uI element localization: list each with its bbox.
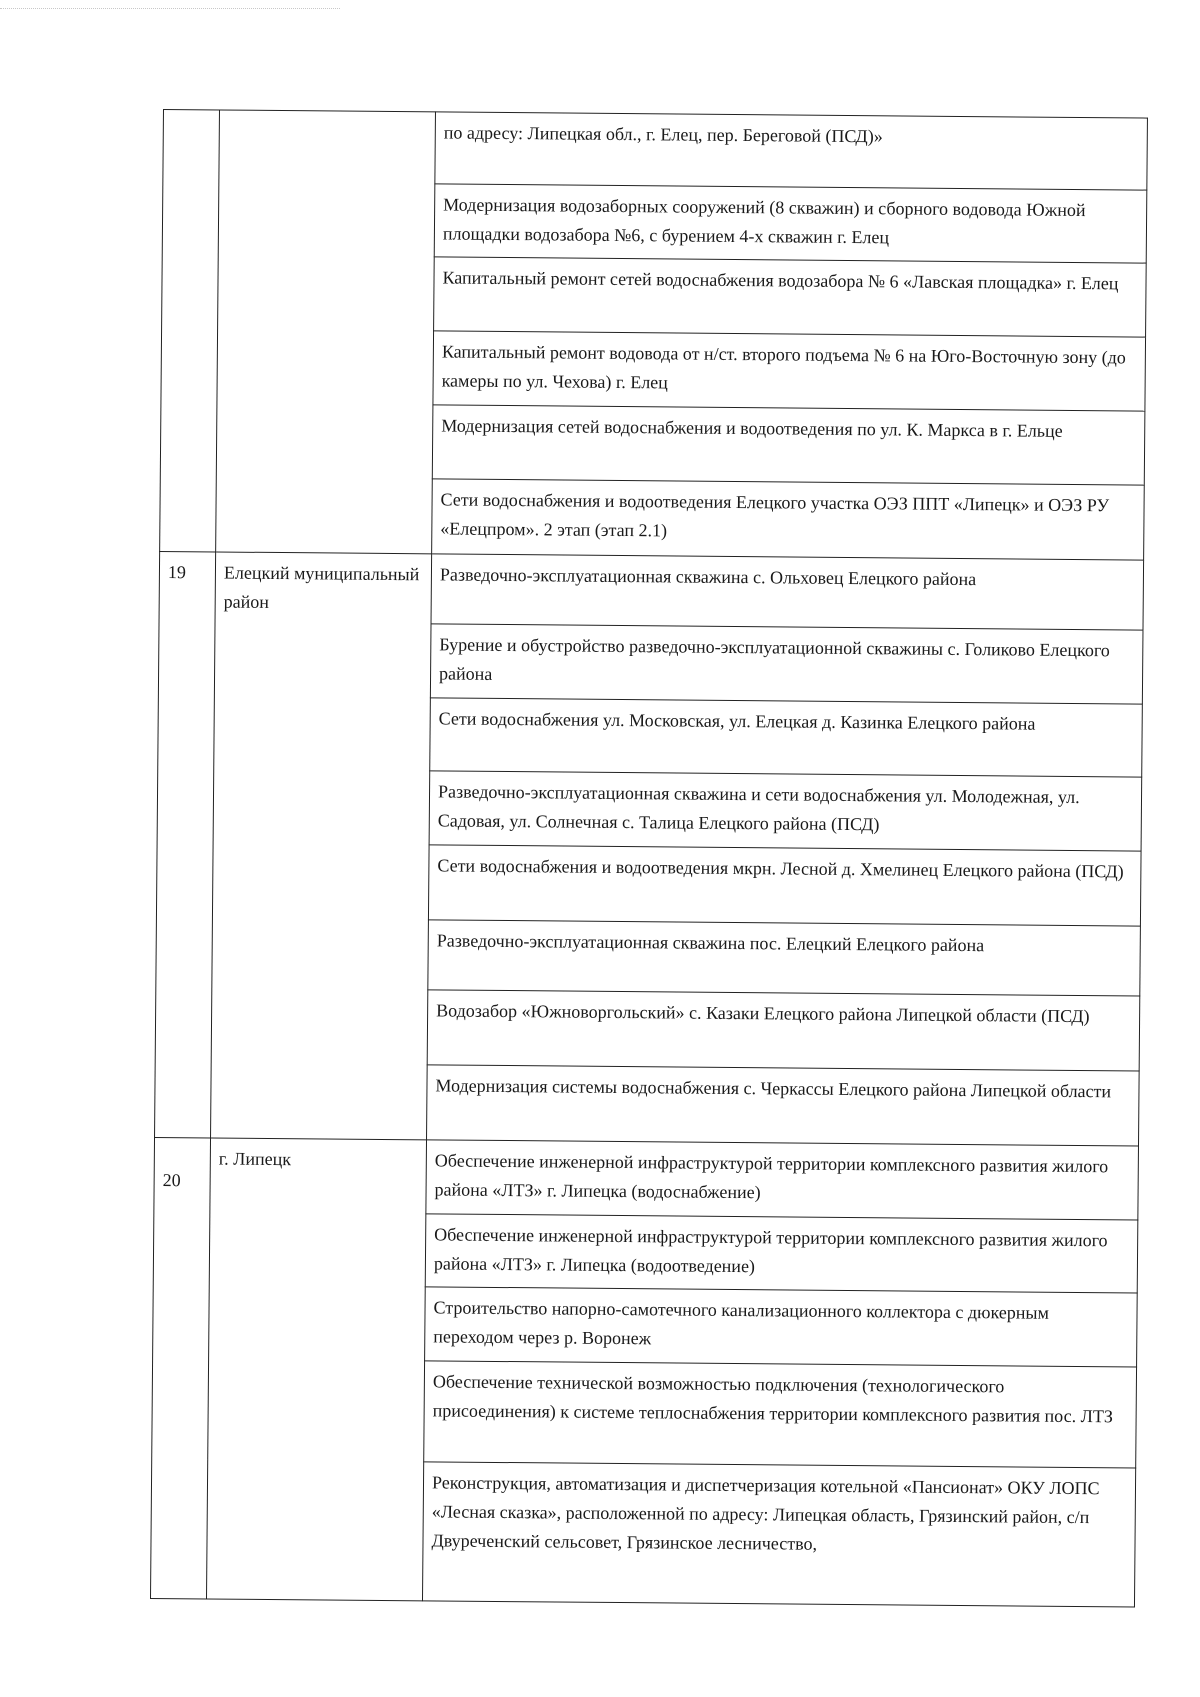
- object-text: Сети водоснабжения и водоотведения мкрн. Лесной д. Хмелинец Елецкого района (ПСД): [437, 855, 1124, 882]
- object-cell: [432, 479, 1145, 560]
- district-cell: Елецкий муниципальный район: [211, 552, 432, 1140]
- row-number: 20: [162, 1169, 181, 1191]
- object-cell: [428, 919, 1141, 996]
- object-text: Сети водоснабжения ул. Московская, ул. Елецкая д. Казинка Елецкого района: [438, 708, 1036, 734]
- object-cell: [434, 184, 1147, 264]
- object-text: Разведочно-эксплуатационная скважина с. Ольховец Елецкого района: [439, 564, 977, 589]
- projects-table: [150, 109, 1148, 1608]
- object-cell: [431, 554, 1144, 631]
- object-cell: [424, 1361, 1137, 1468]
- row-number-cell: 19: [155, 551, 216, 1138]
- object-text: Строительство напорно-самотечного канализационного коллектора с дюкерным переходом через р. Воронеж: [433, 1297, 1050, 1349]
- object-cell: [430, 624, 1143, 704]
- row-number-cell: [151, 1137, 211, 1599]
- object-text: Обеспечение технической возможностью подключения (технологического присоединения) к системе теплоснабжения территории комплексного развития пос. ЛТЗ: [432, 1371, 1113, 1427]
- object-text: Реконструкция, автоматизация и диспетчеризация котельной «Пансионат» ОКУ ЛОПС «Лесная сказка», расположенной по адресу: Липецкая область, Грязинский район, с/п Двуреченский сельсовет, Грязинское лесничество,: [431, 1472, 1100, 1554]
- object-text: Сети водоснабжения и водоотведения Елецкого участка ОЭЗ ППТ «Липецк» и ОЭЗ РУ «Елецпром». 2 этап (этап 2.1): [440, 489, 1110, 541]
- object-cell: [434, 257, 1147, 337]
- object-text: Разведочно-эксплуатационная скважина и сети водоснабжения ул. Молодежная, ул. Садовая, ул. Солнечная с. Талица Елецкого района (ПСД): [437, 781, 1080, 835]
- object-text: Капитальный ремонт сетей водоснабжения водозабора № 6 «Лавская площадка» г. Елец: [442, 267, 1119, 294]
- object-text: Капитальный ремонт водовода от н/ст. второго подъема № 6 на Юго-Восточную зону (до камеры по ул. Чехова) г. Елец: [441, 341, 1126, 393]
- object-cell: [426, 1140, 1139, 1220]
- table-row: [159, 551, 1144, 630]
- object-cell: [435, 112, 1148, 190]
- object-cell: [425, 1287, 1138, 1367]
- object-text: Водозабор «Южноворгольский» с. Казаки Елецкого района Липецкой области (ПСД): [436, 1000, 1090, 1027]
- object-cell: [425, 1213, 1138, 1293]
- object-cell: [427, 990, 1140, 1071]
- object-cell: [433, 331, 1146, 411]
- object-cell: [429, 771, 1142, 851]
- object-text: Обеспечение инженерной инфраструктурой территории комплексного развития жилого района «ЛТЗ» г. Липецка (водоснабжение): [434, 1150, 1109, 1203]
- object-text: Модернизация водозаборных сооружений (8 скважин) и сборного водовода Южной площадки водозабора №6, с бурением 4-х скважин г. Елец: [442, 194, 1086, 247]
- object-text: Обеспечение инженерной инфраструктурой территории комплексного развития жилого района «ЛТЗ» г. Липецка (водоотведение): [433, 1224, 1108, 1276]
- district-cell: г. Липецк: [206, 1138, 426, 1601]
- district-cell: [216, 110, 436, 554]
- object-cell: [428, 844, 1141, 925]
- object-text: Бурение и обустройство разведочно-эксплуатационной скважины с. Голиково Елецкого района: [438, 634, 1110, 685]
- row-number-cell: [160, 110, 220, 552]
- object-cell: [427, 1065, 1140, 1146]
- object-text: Модернизация сетей водоснабжения и водоотведения по ул. К. Маркса в г. Ельце: [441, 415, 1063, 441]
- object-text: по адресу: Липецкая обл., г. Елец, пер. Береговой (ПСД)»: [443, 122, 883, 147]
- table-row: [163, 110, 1148, 190]
- object-text: Модернизация системы водоснабжения с. Черкассы Елецкого района Липецкой области: [435, 1075, 1112, 1102]
- object-text: Разведочно-эксплуатационная скважина пос. Елецкий Елецкого района: [436, 929, 985, 955]
- object-cell: [422, 1462, 1135, 1607]
- scan-margin-mark: [0, 8, 340, 9]
- table-row: [154, 1137, 1139, 1219]
- object-cell: [432, 405, 1145, 485]
- object-cell: [430, 698, 1143, 777]
